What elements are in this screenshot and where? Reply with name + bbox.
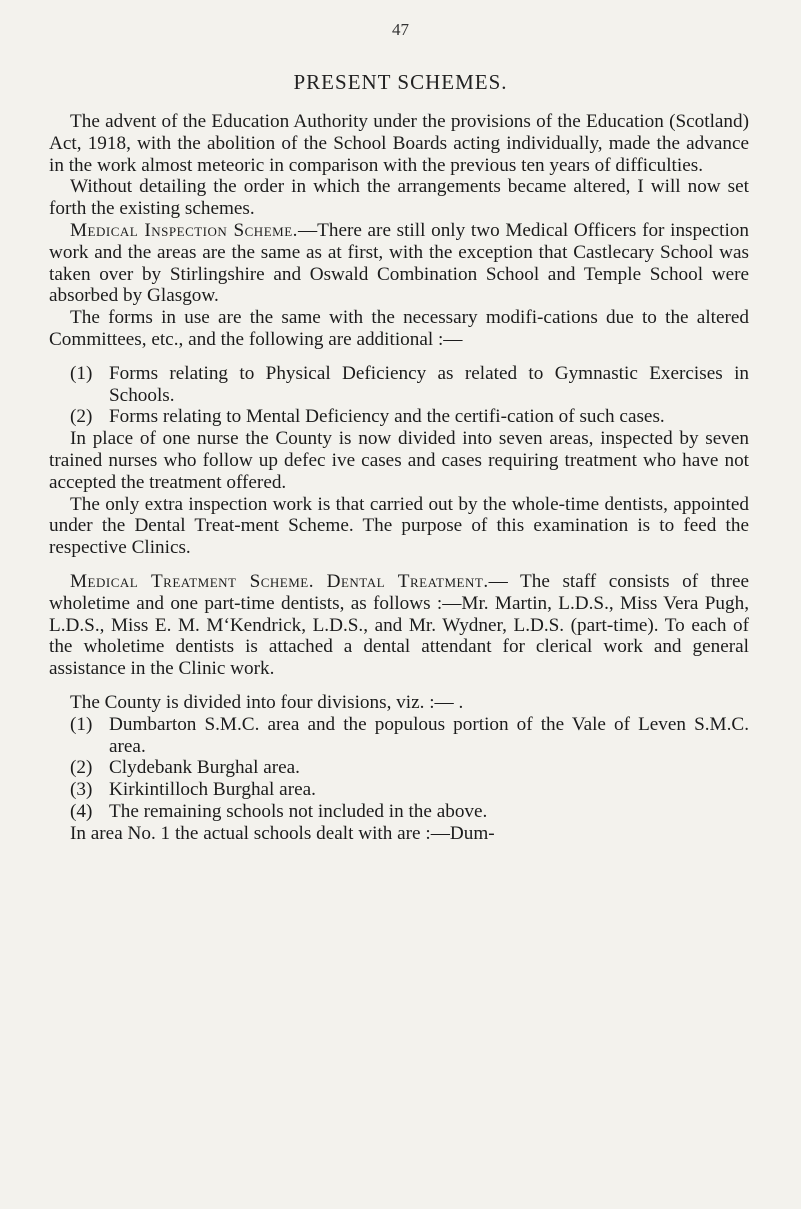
- intro-paragraph-2: Without detailing the order in which the arrangements became altered, I will now set forth the existing schemes.: [49, 176, 749, 220]
- medical-treatment-paragraph: [49, 571, 749, 680]
- list-item: [49, 779, 749, 801]
- list-item-number: (2): [70, 757, 93, 779]
- list-item: [49, 363, 749, 407]
- medical-inspection-text: —There are still only two Medical Officers for inspection work and the areas are the same as at first, with the exception that Castlecary School was taken over by Stirlingshire and Oswald Combination School and Temple School were absorbed by Glasgow.: [49, 219, 749, 307]
- closing-line: In area No. 1 the actual schools dealt with are :—Dum-: [70, 822, 495, 844]
- section-title: PRESENT SCHEMES.: [293, 70, 508, 94]
- list-item: [49, 757, 749, 779]
- medical-treatment-text: — The staff consists of three wholetime and one part-time dentists, as follows :—Mr. Martin, L.D.S., Miss Vera Pugh, L.D.S., Miss E. M. M‘Kendrick, L.D.S., and Mr. Wydner, L.D.S. (part-time). To each of the wholetime dentists is attached a dental attendant for clerical work and general assistance in the Clinic work.: [49, 570, 750, 680]
- list-item-text: Forms relating to Physical Deficiency as related to Gymnastic Exercises in Schools.: [109, 362, 749, 406]
- list-item-text: Kirkintilloch Burghal area.: [109, 779, 316, 801]
- medical-inspection-paragraph: [49, 220, 749, 307]
- list-item-number: (2): [70, 406, 93, 428]
- list-item-text: The remaining schools not included in the above.: [109, 800, 488, 822]
- list-item: [49, 406, 749, 428]
- medical-inspection-heading: Medical Inspection Scheme.: [70, 219, 298, 241]
- extra-inspection-paragraph: The only extra inspection work is that carried out by the whole-time dentists, appointed under the Dental Treat-ment Scheme. The purpose of this examination is to feed the respective Clinics.: [49, 493, 749, 559]
- list-item-text: Clydebank Burghal area.: [109, 757, 300, 779]
- divisions-intro-paragraph: The County is divided into four divisions, viz. :— .: [70, 691, 464, 713]
- intro-paragraph-1: The advent of the Education Authority under the provisions of the Education (Scotland) Act, 1918, with the abolition of the School Boards acting individually, made the advance in the work almost meteoric in comparison with the previous ten years of difficulties.: [49, 111, 749, 176]
- list-item: [49, 714, 749, 758]
- dental-treatment-heading: Dental Treatment.: [326, 570, 489, 592]
- list-item: [49, 801, 749, 823]
- document-body: [49, 111, 749, 845]
- medical-treatment-heading: Medical Treatment Scheme.: [70, 570, 315, 592]
- divisions-list: [49, 714, 749, 823]
- list-item-number: (1): [70, 362, 93, 384]
- list-item-text: Dumbarton S.M.C. area and the populous portion of the Vale of Leven S.M.C. area.: [109, 713, 749, 757]
- list-item-number: (1): [70, 713, 93, 735]
- list-item-number: (4): [70, 800, 93, 822]
- nurses-paragraph: In place of one nurse the County is now divided into seven areas, inspected by seven trained nurses who follow up defec ive cases and cases requiring treatment who have not accepted the treatment offered.: [49, 428, 749, 493]
- list-item-number: (3): [70, 779, 93, 801]
- forms-intro-paragraph: The forms in use are the same with the necessary modifi-cations due to the altered Committees, etc., and the following are additional :—: [49, 307, 749, 350]
- page-number: 47: [392, 20, 409, 39]
- forms-list: [49, 363, 749, 428]
- list-item-text: Forms relating to Mental Deficiency and the certifi-cation of such cases.: [109, 406, 665, 428]
